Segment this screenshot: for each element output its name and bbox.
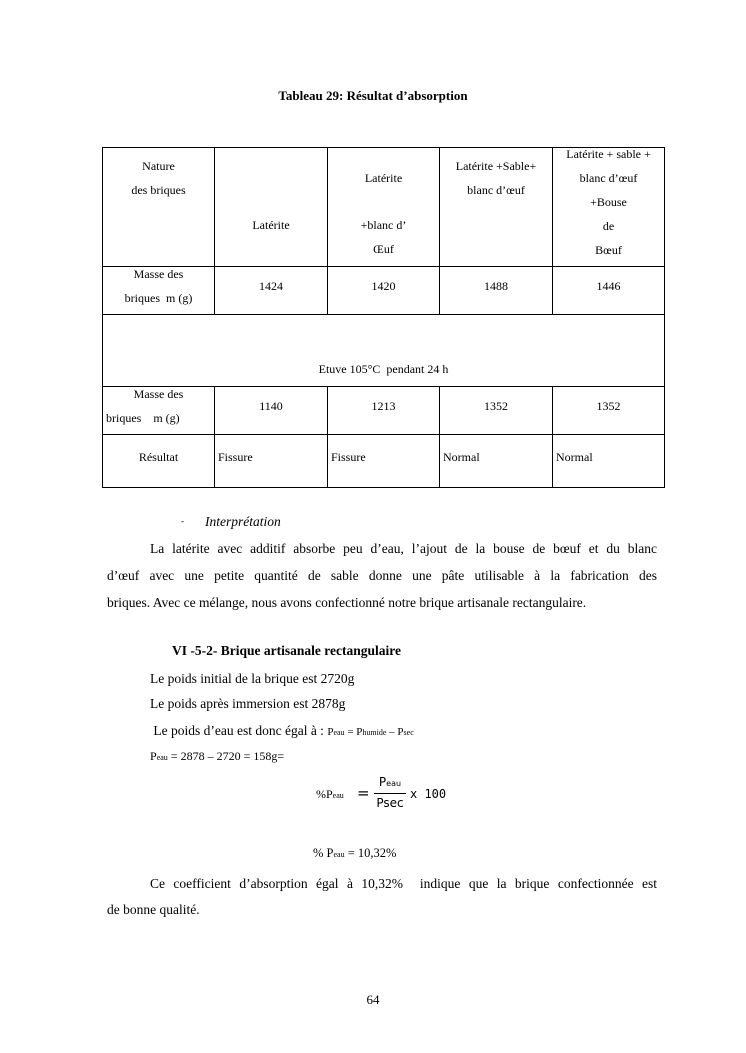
weight-initial: Le poids initial de la brique est 2720g [150,671,355,686]
paragraph-line: de bonne qualité. [107,902,200,917]
bullet: - [181,516,184,526]
subscript: eau [333,850,345,859]
fraction-bar [374,793,406,794]
subscript: eau [156,753,168,762]
formula-numerator [374,775,406,789]
result-p: % P [313,846,334,860]
calculation-line [150,743,284,771]
p-symbol: P [356,726,363,738]
header-text: des briques [131,183,186,197]
water-weight-line [150,717,414,746]
header-text: Latérite +Sable+ [455,159,537,173]
p-symbol: P [397,726,404,738]
header-cell-laterite: Latérite [252,218,290,232]
formula-denominator: Psec [376,796,404,810]
absorption-result [313,846,396,861]
calculation-text: = 2878 – 2720 = 158g= [167,749,285,763]
header-text: Œuf [373,242,394,256]
row-label-mass-initial [103,262,214,310]
header-text: de [602,219,615,233]
table-title: Tableau 29: Résultat d’absorption [278,88,468,103]
table-cell: 1446 [596,279,621,293]
subscript: eau [332,791,344,800]
row-label-text: briques m (g) [124,291,193,305]
result-value: = 10,32% [344,846,397,860]
table-cell: 1140 [259,399,283,413]
paragraph-line: d’œuf avec une petite quantité de sable donne une pâte utilisable à la fabrication des [107,568,657,583]
header-text: Latérite [364,171,403,185]
operator: = [344,726,357,738]
paragraph-line: briques. Avec ce mélange, nous avons confectionné notre brique artisanale rectangulaire. [107,595,587,610]
header-cell-laterite-oeuf [328,166,439,261]
formula-prefix [316,787,344,802]
row-label-mass-dry [103,382,214,430]
paragraph-line: Ce coefficient d’absorption égal à 10,32% indique que la brique confectionnée est [150,876,657,891]
header-cell-laterite-sable-bouse [553,142,664,262]
subscript: sec [403,728,414,737]
formula-equals: = [357,784,370,802]
row-label-text: Masse des [133,387,184,401]
table-cell: 1424 [259,279,283,293]
table-cell: Fissure [331,450,366,464]
subscript: eau [333,728,345,737]
oven-condition: Etuve 105°C pendant 24 h [318,362,449,376]
header-cell-laterite-sable-oeuf [440,154,552,202]
formula-multiplier: x 100 [410,787,447,801]
table-cell: Normal [556,450,593,464]
header-cell-nature [103,154,214,202]
section-heading: VI -5-2- Brique artisanale rectangulaire [172,643,401,658]
header-text: +blanc d’ [360,218,407,232]
row-label-text: briques m (g) [106,411,180,425]
row-label-text: Masse des [133,267,184,281]
header-text: Bœuf [595,243,622,257]
operator: – [386,726,398,738]
page-number: 64 [366,992,380,1007]
p-symbol: P [150,749,157,763]
table-cell: 1420 [371,279,396,293]
subscript: humide [362,728,387,737]
header-text: +Bouse [590,195,627,209]
paragraph-line: La latérite avec additif absorbe peu d’eau, l’ajout de la bouse de bœuf et du blanc [150,541,657,556]
interpretation-heading: Interprétation [205,514,281,529]
table-cell: 1352 [596,399,621,413]
subscript: eau [386,779,402,788]
header-text: Latérite + sable + [566,147,651,161]
table-cell: 1352 [484,399,508,413]
header-text: blanc d’œuf [467,183,525,197]
formula-p: %P [316,787,333,801]
table-cell: 1488 [484,279,508,293]
weight-after: Le poids après immersion est 2878g [150,696,346,711]
row-label-result: Résultat [138,450,179,464]
table-cell: Fissure [218,450,253,464]
table-cell: 1213 [371,399,396,413]
water-weight-intro: Le poids d’eau est donc égal à : [150,723,328,738]
header-text: blanc d’œuf [579,171,638,185]
p-symbol: P [378,775,387,789]
p-symbol: P [327,726,334,738]
table-cell: Normal [443,450,480,464]
header-text: Nature [142,159,175,173]
